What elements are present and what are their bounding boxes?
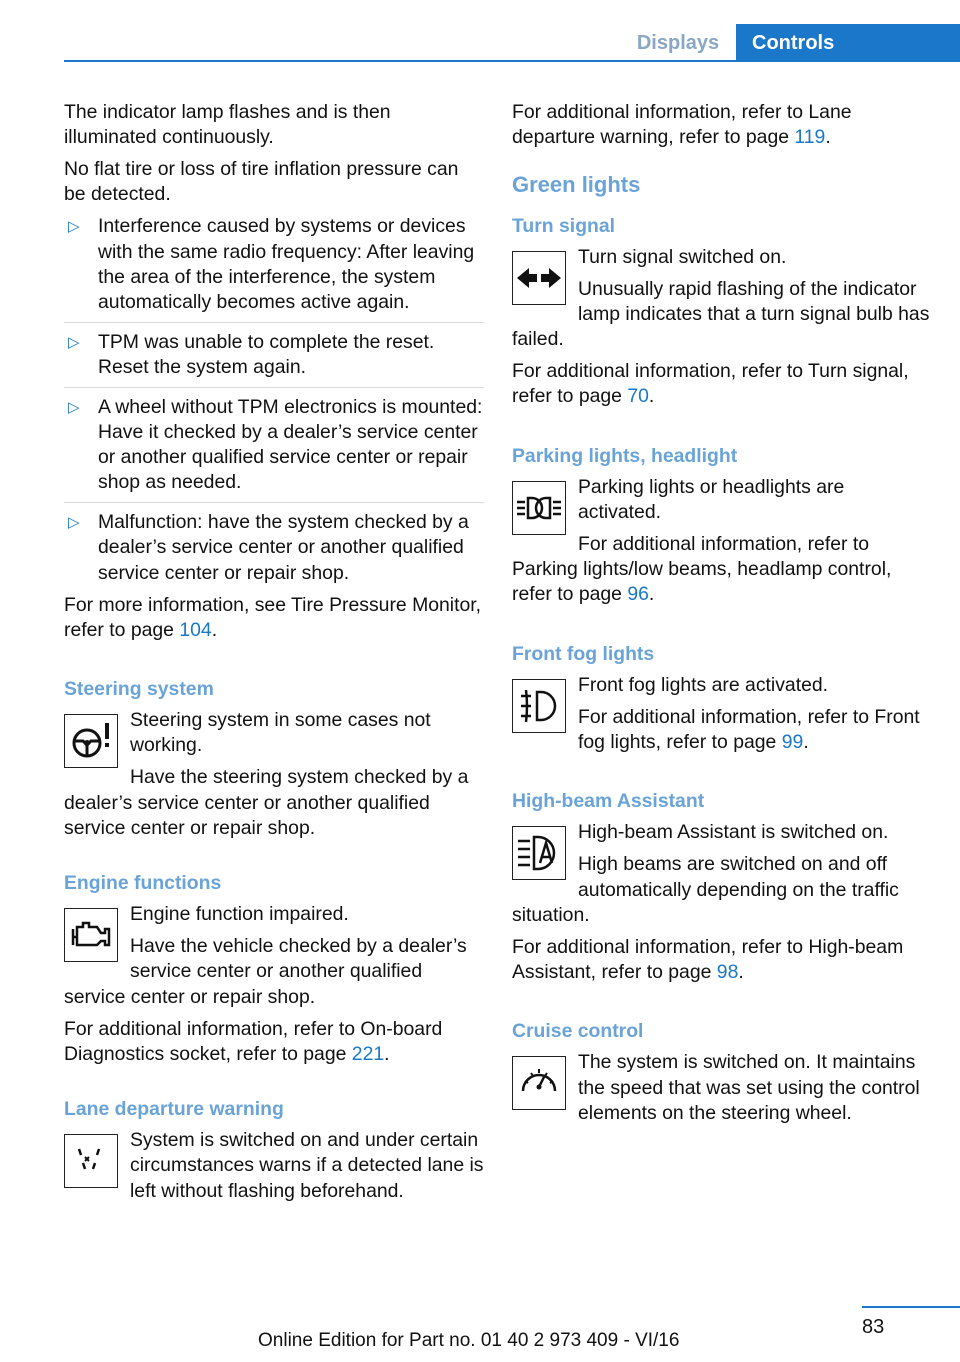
page-link[interactable]: 70 bbox=[627, 385, 649, 408]
section-title: Lane departure warning bbox=[64, 1098, 284, 1121]
section-steering bbox=[64, 677, 484, 841]
section-title: Front fog lights bbox=[512, 642, 655, 665]
lane-departure-icon bbox=[64, 1134, 118, 1188]
paragraph: For additional information, refer to Turn signal, refer to page 70. bbox=[512, 360, 909, 408]
high-beam-assistant-icon bbox=[512, 826, 566, 880]
paragraph: Have the vehicle checked by a dealer’s service center or another qualified service center or repair shop. bbox=[64, 935, 467, 1008]
paragraph: The indicator lamp flashes and is then illuminated continuously. bbox=[64, 101, 391, 149]
paragraph: For additional information, refer to High-beam Assistant, refer to page 98. bbox=[512, 935, 904, 984]
section-title: High-beam Assistant bbox=[512, 790, 705, 813]
paragraph: Parking lights or headlights are activated. bbox=[578, 475, 845, 524]
paragraph: For additional information, refer to Front fog lights, refer to page 99. bbox=[578, 705, 920, 754]
paragraph: High-beam Assistant is switched on. bbox=[578, 821, 889, 844]
bullet-list bbox=[64, 214, 484, 585]
section-engine bbox=[64, 871, 484, 1067]
paragraph: Steering system in some cases not working. bbox=[130, 709, 431, 757]
fog-light-icon bbox=[512, 679, 566, 733]
paragraph: Have the steering system checked by a dealer’s service center or another qualified service center or repair shop. bbox=[64, 766, 469, 839]
engine-icon bbox=[64, 908, 118, 962]
list-item: ▷ TPM was unable to complete the reset. Reset the system again. bbox=[64, 330, 484, 388]
section-heading: Green lights bbox=[512, 172, 641, 198]
paragraph: System is switched on and under certain circumstances warns if a detected lane is left without flashing beforehand. bbox=[130, 1129, 484, 1202]
paragraph: For additional information, refer to Lane departure warning, refer to page 119. bbox=[512, 101, 852, 149]
left-column bbox=[64, 100, 484, 1211]
right-column bbox=[512, 100, 932, 1133]
paragraph: The system is switched on. It maintains the speed that was set using the control elements on the steering wheel. bbox=[578, 1051, 920, 1124]
section-cruise-control bbox=[512, 1019, 932, 1133]
paragraph: Front fog lights are activated. bbox=[578, 673, 829, 696]
section-parking-lights bbox=[512, 444, 932, 608]
section-title: Cruise control bbox=[512, 1020, 644, 1043]
triangle-bullet-icon: ▷ bbox=[68, 218, 80, 236]
list-item: ▷ A wheel without TPM electronics is mounted: Have it checked by a dealer’s service center or another qualified service center or repair shop as needed. bbox=[64, 395, 484, 504]
page-link[interactable]: 96 bbox=[627, 583, 649, 606]
paragraph: High beams are switched on and off automatically depending on the traffic situation. bbox=[512, 853, 899, 926]
tab-displays[interactable]: Displays bbox=[636, 31, 720, 54]
list-item: ▷ Malfunction: have the system checked by a dealer’s service center or another qualified service center or repair shop. bbox=[68, 511, 469, 584]
triangle-bullet-icon: ▷ bbox=[68, 333, 80, 351]
page-link[interactable]: 99 bbox=[781, 731, 804, 754]
paragraph: Turn signal switched on. bbox=[578, 245, 787, 268]
page-number: 83 bbox=[862, 1316, 885, 1338]
paragraph: For additional information, refer to On-board Diagnostics socket, refer to page 221. bbox=[64, 1017, 443, 1065]
triangle-bullet-icon: ▷ bbox=[68, 514, 80, 532]
page-link[interactable]: 104 bbox=[179, 618, 212, 641]
footer-rule bbox=[862, 1306, 960, 1308]
cruise-control-icon bbox=[512, 1056, 566, 1110]
paragraph: No flat tire or loss of tire inflation pressure can be detected. bbox=[64, 158, 459, 206]
parking-lights-icon bbox=[512, 481, 566, 535]
section-title: Turn signal bbox=[512, 214, 616, 237]
paragraph: For additional information, refer to Parking lights/low beams, headlamp control, refer to page 96. bbox=[512, 533, 892, 606]
section-title: Engine functions bbox=[64, 872, 222, 895]
paragraph: Unusually rapid flashing of the indicator lamp indicates that a turn signal bulb has failed. bbox=[512, 277, 930, 351]
section-title: Parking lights, headlight bbox=[512, 444, 738, 467]
page-link[interactable]: 221 bbox=[351, 1042, 385, 1065]
list-item: ▷ Interference caused by systems or devices with the same radio frequency: After leaving the area of the interference, the system automatically becomes active again. bbox=[64, 214, 484, 323]
section-turn-signal bbox=[512, 214, 932, 410]
turn-signal-icon bbox=[512, 251, 566, 305]
steering-warning-icon bbox=[64, 714, 118, 768]
section-high-beam bbox=[512, 789, 932, 985]
paragraph: For more information, see Tire Pressure Monitor, refer to page 104. bbox=[64, 593, 482, 641]
page-link[interactable]: 98 bbox=[716, 961, 739, 984]
section-fog-lights bbox=[512, 642, 932, 756]
header-rule bbox=[64, 60, 960, 62]
paragraph: Engine function impaired. bbox=[130, 903, 349, 926]
section-lane bbox=[64, 1097, 484, 1204]
triangle-bullet-icon: ▷ bbox=[68, 398, 80, 416]
edition-text: Online Edition for Part no. 01 40 2 973 409 - VI/16 bbox=[258, 1330, 680, 1351]
section-title: Steering system bbox=[64, 678, 214, 701]
tab-controls[interactable]: Controls bbox=[736, 24, 960, 62]
page-link[interactable]: 119 bbox=[794, 126, 826, 149]
